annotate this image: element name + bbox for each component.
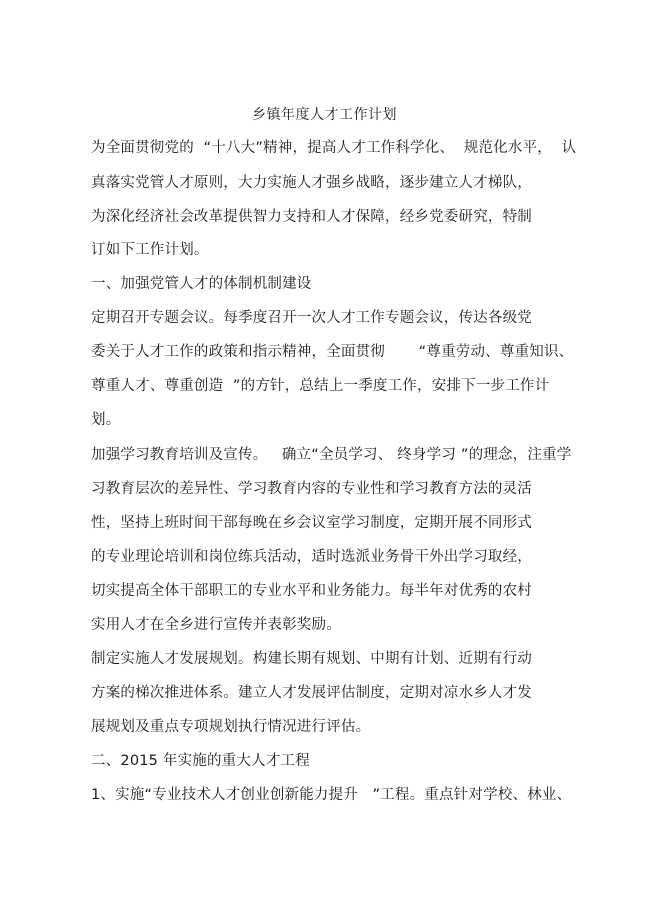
text-line: 为全面贯彻党的 “十八大”精神，提高人才工作科学化、 规范化水平， 认 (91, 140, 577, 156)
text-line: 加强学习教育培训及宣传。 确立“全员学习、 终身学习 ”的理念，注重学 (91, 447, 572, 463)
text-line: 划。 (91, 412, 121, 428)
text-line: 为深化经济社会改革提供智力支持和人才保障，经乡党委研究，特制 (91, 209, 532, 225)
text-line: 实用人才在全乡进行宣传并表彰奖励。 (91, 617, 341, 633)
text-line: 习教育层次的差异性、学习教育内容的专业性和学习教育方法的灵活 (91, 481, 532, 497)
text-line: 切实提高全体干部职工的专业水平和业务能力。每半年对优秀的农村 (91, 583, 532, 599)
text-line: 委关于人才工作的政策和指示精神，全面贯彻 “尊重劳动、尊重知识、 (91, 344, 574, 360)
text-line: 订如下工作计划。 (91, 242, 209, 258)
text-line: 制定实施人才发展规划。构建长期有规划、中期有计划、近期有行动 (91, 651, 532, 667)
text-line: 方案的梯次推进体系。建立人才发展评估制度，定期对凉水乡人才发 (91, 685, 532, 701)
text-line: 性，坚持上班时间干部每晚在乡会议室学习制度，定期开展不同形式 (91, 515, 532, 531)
section-heading: 二、2015 年实施的重大人才工程 (91, 753, 310, 769)
document-title: 乡镇年度人才工作计划 (252, 107, 397, 123)
section-heading: 一、加强党管人才的体制机制建设 (91, 276, 312, 292)
text-line: 展规划及重点专项规划执行情况进行评估。 (91, 719, 371, 735)
text-line: 1、实施“专业技术人才创业创新能力提升 ”工程。重点针对学校、林业、 (91, 787, 572, 803)
text-line: 的专业理论培训和岗位练兵活动，适时选派业务骨干外出学习取经， (91, 549, 532, 565)
text-line: 真落实党管人才原则，大力实施人才强乡战略，逐步建立人才梯队， (91, 175, 532, 191)
text-line: 尊重人才、尊重创造 ”的方针，总结上一季度工作，安排下一步工作计 (91, 378, 550, 394)
text-line: 定期召开专题会议。每季度召开一次人才工作专题会议，传达各级党 (91, 310, 532, 326)
